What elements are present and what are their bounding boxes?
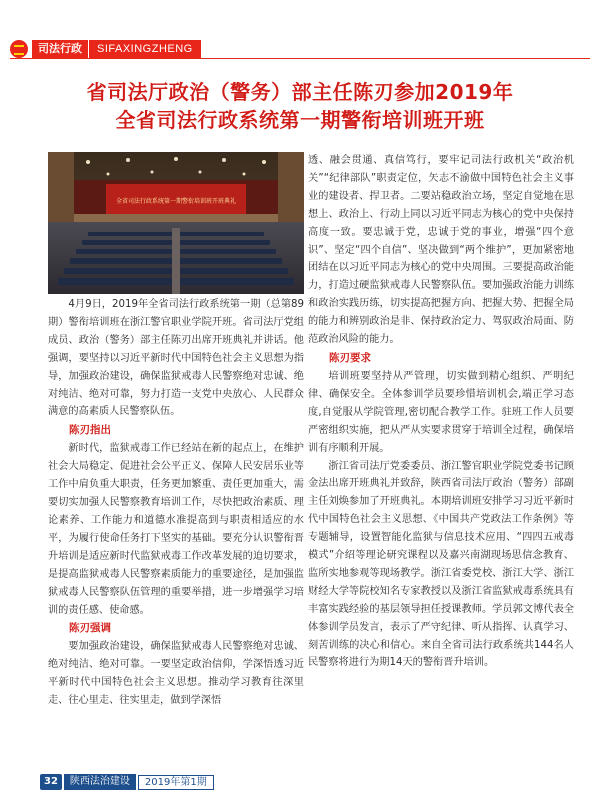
article-title-line-1: 省司法厅政治（警务）部主任陈刃参加2019年 — [86, 80, 514, 104]
article-title-line-2: 全省司法行政系统第一期警衔培训班开班 — [115, 108, 485, 132]
header-rule — [10, 58, 590, 59]
section-name-en: SIFAXINGZHENG — [89, 40, 201, 58]
paragraph: 4月9日，2019年全省司法行政系统第一期（总第89期）警衔培训班在浙江警官职业学院开班。省司法厅党组成员、政治（警务）部主任陈刃出席开班典礼并讲话。他强调，要坚持以习近平新时代中国特色社会主义思想为指导，加强政治建设，确保监狱戒毒人民警察绝对忠诚、绝对纯洁、绝对可靠，努力打造一支党中央放心、人民群众满意的高素质人民警察队伍。 — [48, 299, 304, 418]
issue-label: 2019年第1期 — [138, 775, 214, 790]
section-name: 司法行政 — [32, 40, 88, 58]
section-logo-icon — [10, 40, 28, 58]
paragraph: 新时代，监狱戒毒工作已经站在新的起点上，在维护社会大局稳定、促进社会公平正义、保障人民安居乐业等工作中肩负重大职责，任务更加繁重、责任更加重大，需要切实加强人民警察教育培训工作，尽快把政治素质、理论素养、工作能力和道德水准提高到与职责相适应的水平，为履行使命任务打下坚实的基础。要充分认识警衔晋升培训是适应新时代监狱戒毒工作改革发展的迫切要求，是提高监狱戒毒人民警察素质能力的重要途径，是加强监狱戒毒人民警察队伍管理的重要举措，进一步增强学习培训的责任感、使命感。 — [48, 443, 304, 616]
auditorium-photo — [48, 152, 304, 294]
right-column — [308, 152, 574, 672]
page-footer — [40, 774, 214, 790]
publication-name: 陕西法治建设 — [64, 774, 136, 790]
subheading: 陈刃强调 — [69, 622, 111, 635]
left-column — [48, 296, 304, 710]
subheading: 陈刃指出 — [69, 424, 111, 437]
article-photo — [48, 152, 304, 294]
section-header — [10, 40, 201, 58]
paragraph: 透、融会贯通、真信笃行，要牢记司法行政机关“政治机关”“纪律部队”职责定位，矢志不渝做中国特色社会主义事业的建设者、捍卫者。二要站稳政治立场，坚定自觉地在思想上、政治上、行动上同以习近平同志为核心的党中央保持高度一致。要忠诚于党，忠诚于党的事业，增强“四个意识”、坚定“四个自信”、坚决做到“两个维护”，更加紧密地团结在以习近平同志为核心的党中央周围。三要提高政治能力，打造过硬监狱戒毒人民警察队伍。要加强政治能力训练和政治实践历练，切实提高把握方向、把握大势、把握全局的能力和辨别政治是非、保持政治定力、驾驭政治局面、防范政治风险的能力。 — [308, 155, 574, 346]
paragraph: 培训班要坚持从严管理，切实做到精心组织、严明纪律、确保安全。全体参训学员要珍惜培训机会,端正学习态度,自觉服从学院管理,密切配合教学工作。驻班工作人员要严密组织实施，把从严从实要求贯穿于培训全过程，确保培训有序顺利开展。 — [308, 370, 574, 454]
stage-banner-text: 全省司法行政系统第一期警衔培训班开班典礼 — [115, 198, 237, 205]
paragraph: 浙江省司法厅党委委员、浙江警官职业学院党委书记顾金法出席开班典礼并致辞，陕西省司法厅政治（警务）部副主任刘焕参加了开班典礼。本期培训班安排学习习近平新时代中国特色社会主义思想、《中国共产党政法工作条例》等专题辅导，设置智能化监狱与信息技术应用、“四四五戒毒模式”介绍等理论研究课程以及嘉兴南湖现场思信念教育、监所实地参观等现场教学。浙江省委党校、浙江大学、浙江财经大学等院校知名专家教授以及浙江省监狱戒毒系统具有丰富实践经验的基层领导担任授课教师。学员郭文博代表全体参训学员发言，表示了严守纪律、听从指挥、认真学习、刻苦训练的决心和信心。来自全省司法行政系统共144名人民警察将进行为期14天的警衔晋升培训。 — [308, 460, 574, 669]
subheading: 陈刃要求 — [329, 351, 371, 364]
paragraph: 要加强政治建设，确保监狱戒毒人民警察绝对忠诚、绝对纯洁、绝对可靠。一要坚定政治信仰，学深悟透习近平新时代中国特色社会主义思想。推动学习教育往深里走、往心里走、往实里走，做到学深悟 — [48, 641, 304, 707]
page-number: 32 — [40, 774, 62, 790]
